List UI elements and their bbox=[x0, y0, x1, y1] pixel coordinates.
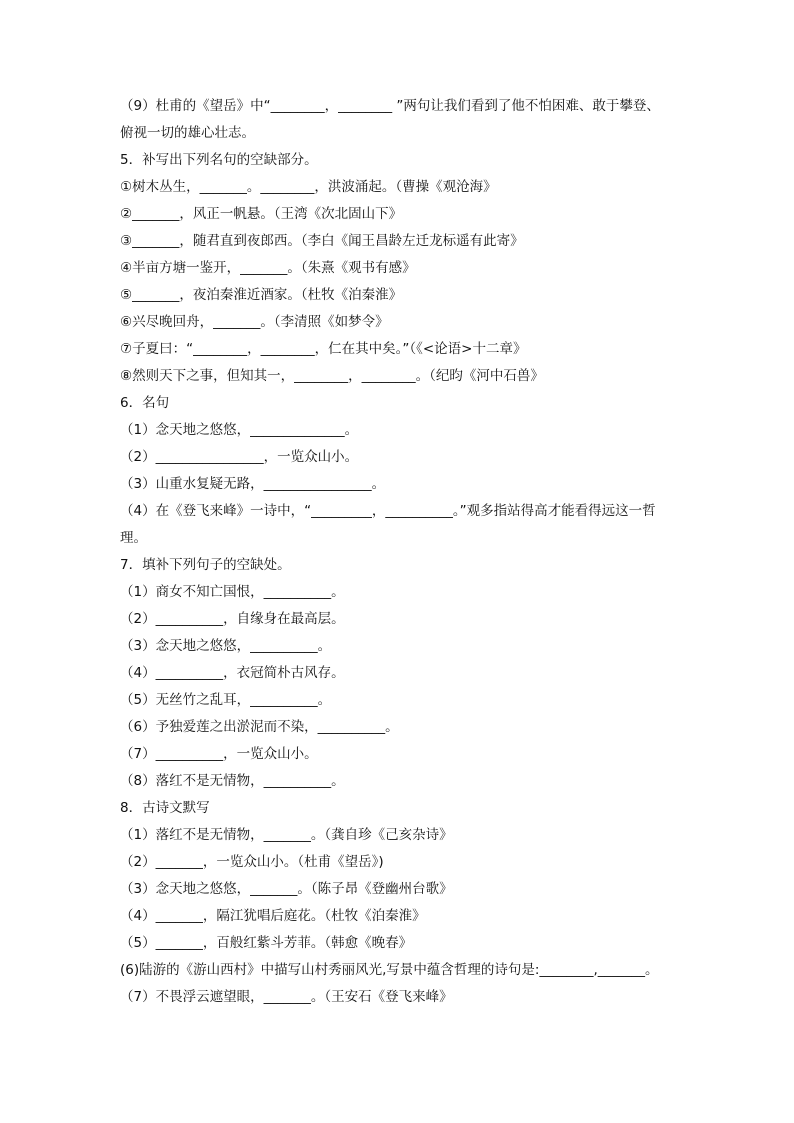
text-line: （7）__________，一览众山小。 bbox=[120, 746, 318, 762]
text-line: （9）杜甫的《望岳》中“________，________ ”两句让我们看到了他不怕困难、敢于攀登、 bbox=[120, 98, 660, 114]
text-line: （2）__________，自缘身在最高层。 bbox=[120, 611, 345, 627]
section-heading: 7．填补下列句子的空缺处。 bbox=[120, 557, 291, 573]
text-line: （4）在《登飞来峰》一诗中，“_________，__________。”观多指站得高才能看得远这一哲 bbox=[120, 503, 656, 519]
text-line: ⑧然则天下之事，但知其一，________，________。（纪昀《河中石兽》 bbox=[120, 368, 544, 384]
text-line: （5）无丝竹之乱耳，__________。 bbox=[120, 692, 332, 708]
text-line: （1）念天地之悠悠，______________。 bbox=[120, 422, 359, 438]
text-line: 理。 bbox=[120, 530, 147, 546]
text-line: (6)陆游的《游山西村》中描写山村秀丽风光,写景中蕴含哲理的诗句是:________,_______。 bbox=[120, 962, 659, 978]
text-line: ⑥兴尽晚回舟，_______。（李清照《如梦令》 bbox=[120, 314, 389, 330]
text-line: （3）山重水复疑无路，________________。 bbox=[120, 476, 386, 492]
text-line: （8）落红不是无情物，__________。 bbox=[120, 773, 345, 789]
text-line: （6）予独爱莲之出淤泥而不染，__________。 bbox=[120, 719, 399, 735]
text-line: ③_______，随君直到夜郎西。（李白《闻王昌龄左迁龙标遥有此寄》 bbox=[120, 233, 524, 249]
document-body bbox=[120, 93, 690, 1011]
text-line: ②_______，风正一帆悬。（王湾《次北固山下》 bbox=[120, 206, 403, 222]
text-line: （1）商女不知亡国恨，__________。 bbox=[120, 584, 345, 600]
text-line: （2）________________，一览众山小。 bbox=[120, 449, 359, 465]
text-line: （1）落红不是无情物，_______。（龚自珍《己亥杂诗》 bbox=[120, 827, 453, 843]
text-line: ①树木丛生，_______。________，洪波涌起。（曹操《观沧海》 bbox=[120, 179, 497, 195]
text-line: （3）念天地之悠悠，_______。（陈子昂《登幽州台歌》 bbox=[120, 881, 453, 897]
section-heading: 6．名句 bbox=[120, 395, 170, 411]
text-line: （4）__________，衣冠简朴古风存。 bbox=[120, 665, 345, 681]
text-line: （4）_______，隔江犹唱后庭花。（杜牧《泊秦淮》 bbox=[120, 908, 426, 924]
text-line: （5）_______，百般红紫斗芳菲。（韩愈《晚春》 bbox=[120, 935, 413, 951]
text-line: （3）念天地之悠悠，__________。 bbox=[120, 638, 332, 654]
text-line: ⑦子夏曰：“________，________，仁在其中矣。”（《<论语>十二章》 bbox=[120, 341, 527, 357]
text-line: 俯视一切的雄心壮志。 bbox=[120, 125, 255, 141]
text-line: （7）不畏浮云遮望眼，_______。（王安石《登飞来峰》 bbox=[120, 989, 453, 1005]
text-line: （2）_______，一览众山小。（杜甫《望岳》) bbox=[120, 854, 384, 870]
text-line: ⑤_______，夜泊秦淮近酒家。（杜牧《泊秦淮》 bbox=[120, 287, 403, 303]
section-heading: 5．补写出下列名句的空缺部分。 bbox=[120, 152, 318, 168]
text-line: ④半亩方塘一鉴开，_______。（朱熹《观书有感》 bbox=[120, 260, 416, 276]
section-heading: 8．古诗文默写 bbox=[120, 800, 210, 816]
